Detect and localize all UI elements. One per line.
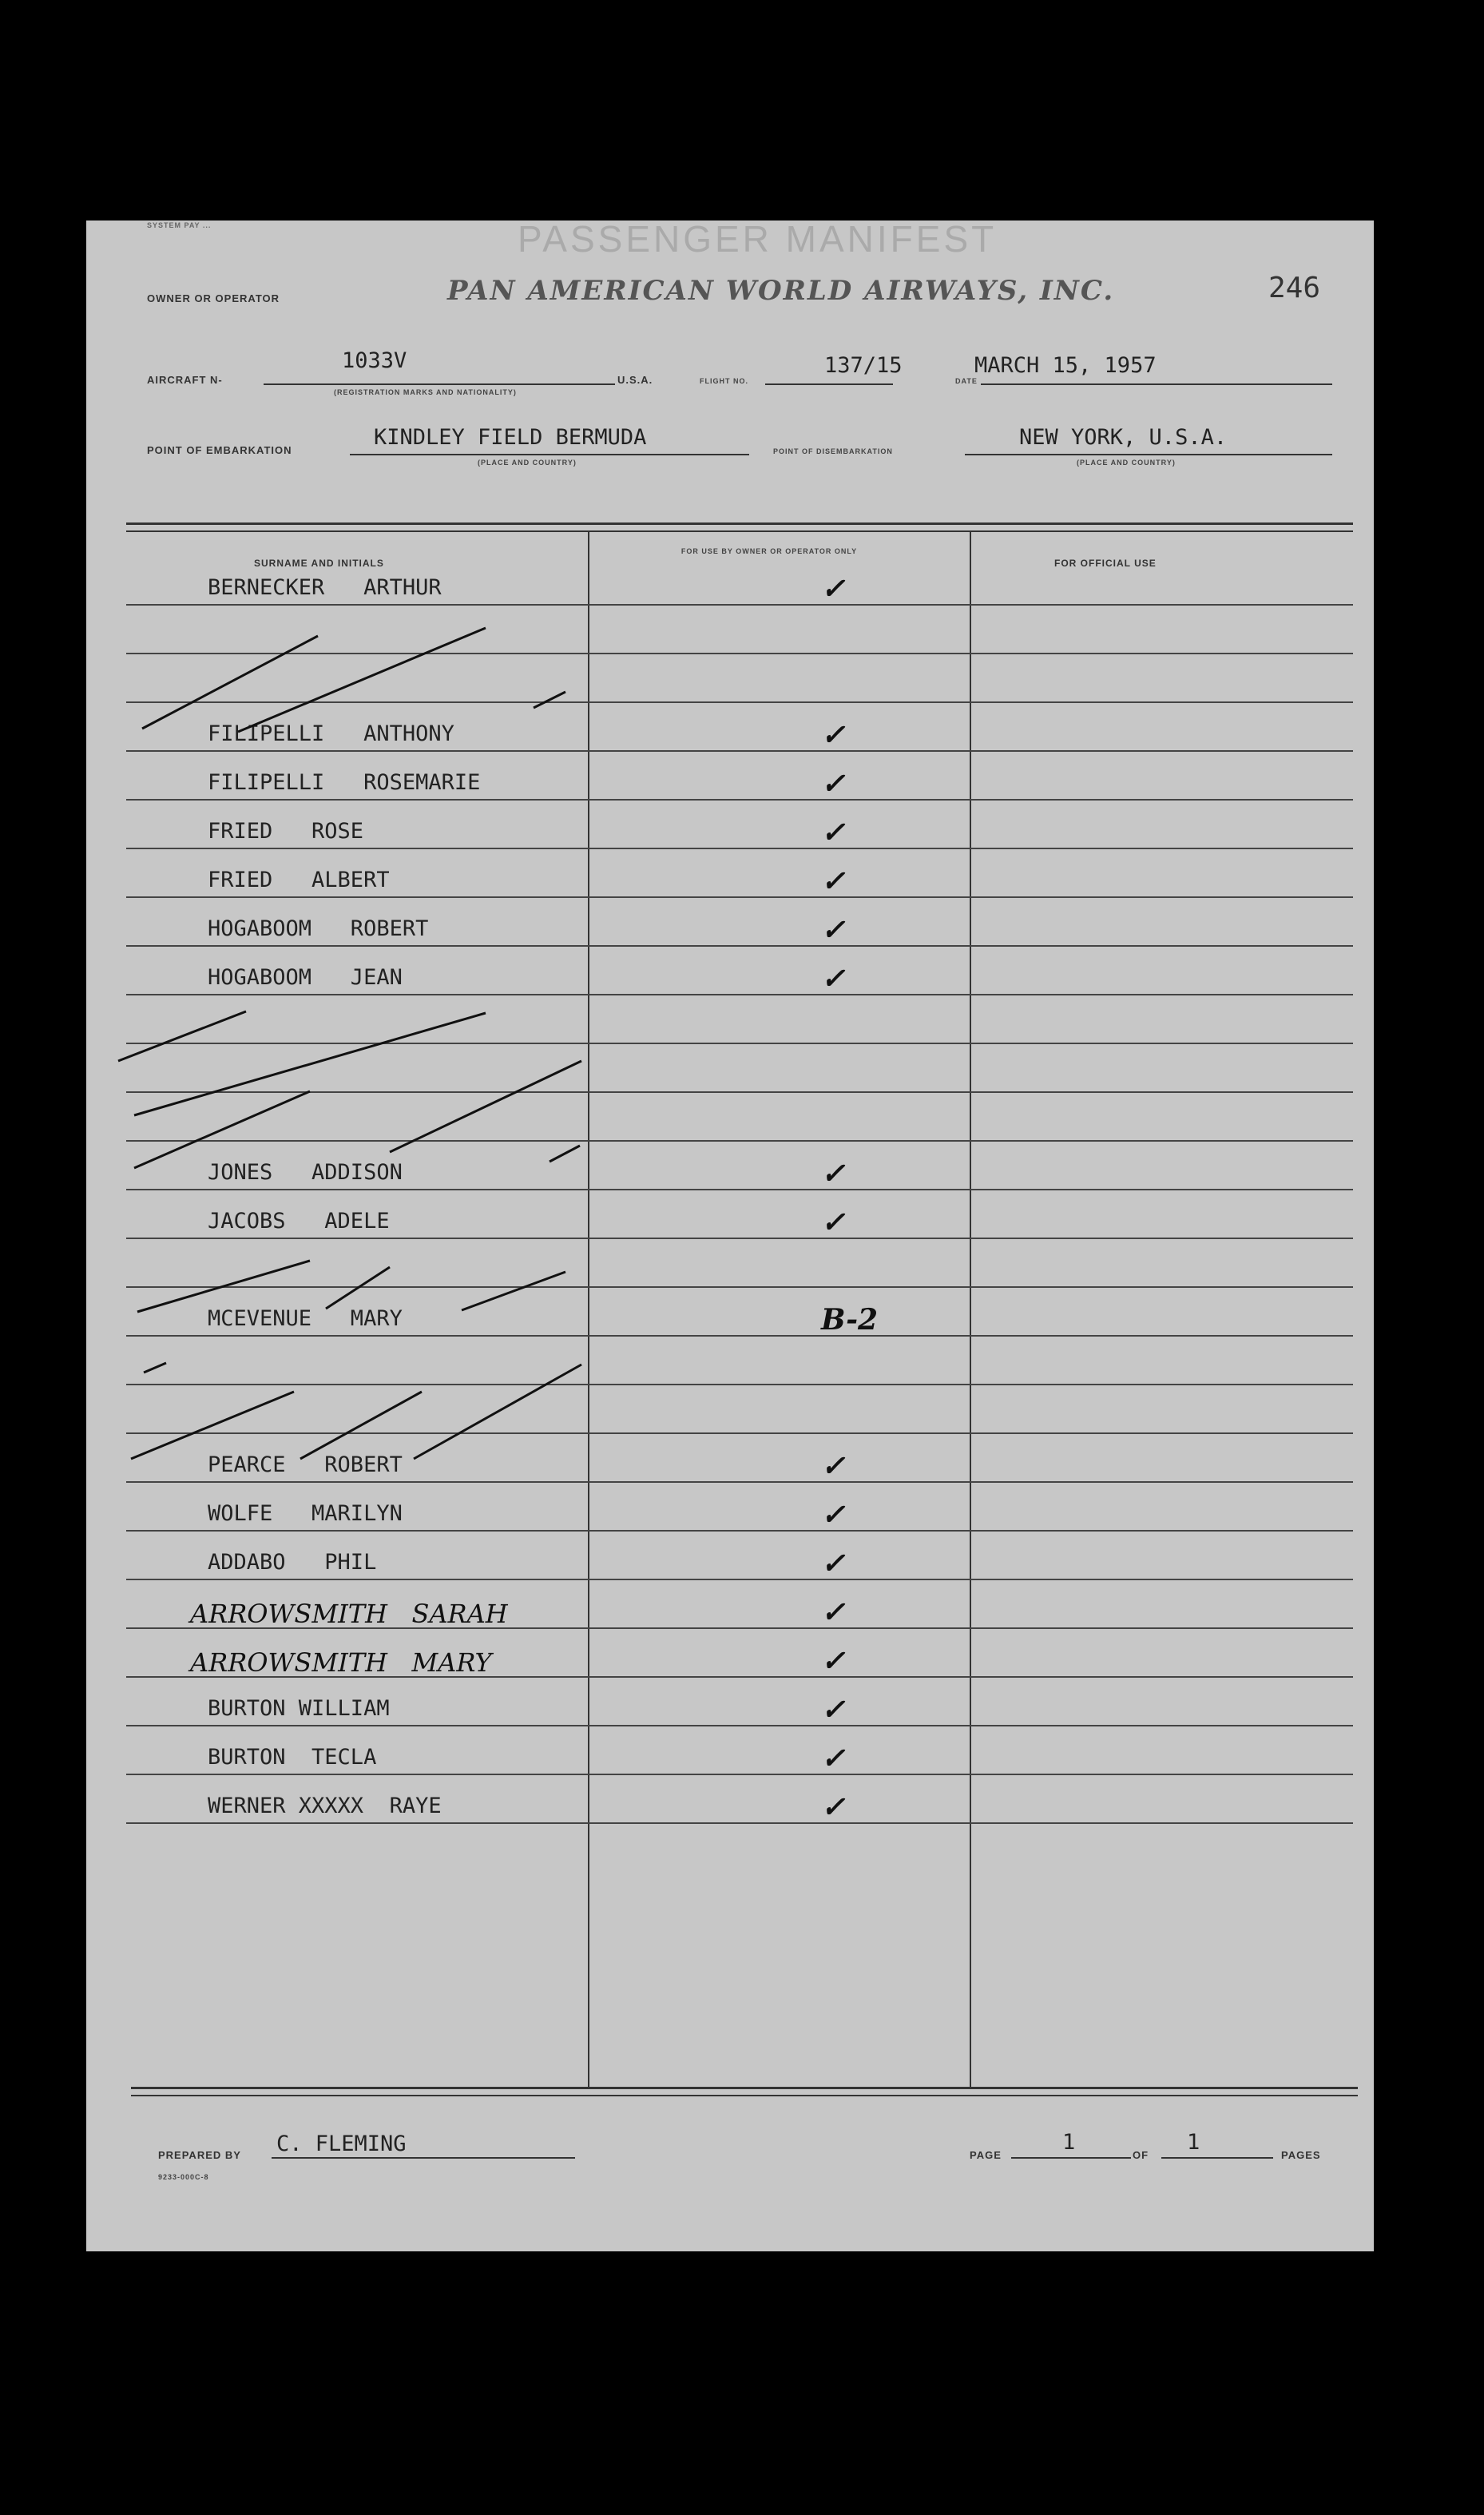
strike-line	[134, 1013, 486, 1115]
check-mark: B-2	[821, 1303, 879, 1337]
page-label: PAGE	[970, 2149, 1002, 2161]
strike-line	[326, 1267, 390, 1309]
strike-line	[550, 1146, 580, 1162]
check-mark: ✓	[821, 767, 846, 801]
passenger-name: HOGABOOM ROBERT	[208, 916, 429, 941]
of-label: OF	[1133, 2149, 1149, 2161]
col-owner-use: FOR USE BY OWNER OR OPERATOR ONLY	[680, 547, 858, 555]
col-official-use: FOR OFFICIAL USE	[1054, 558, 1157, 569]
form-number: 9233-000C-8	[158, 2173, 209, 2181]
owner-name: PAN AMERICAN WORLD AIRWAYS, INC.	[447, 275, 1115, 307]
embark-label: POINT OF EMBARKATION	[147, 444, 292, 456]
page-number: 246	[1268, 272, 1321, 304]
prepared-by: C. FLEMING	[276, 2132, 407, 2156]
strike-line	[134, 1091, 310, 1168]
pages-label: PAGES	[1281, 2149, 1321, 2161]
embark-place: KINDLEY FIELD BERMUDA	[374, 425, 647, 450]
passenger-name: FILIPELLI ANTHONY	[208, 721, 454, 746]
strike-line	[131, 1392, 294, 1459]
passenger-name: MCEVENUE MARY	[208, 1306, 403, 1331]
check-mark: ✓	[821, 816, 846, 849]
check-mark: ✓	[821, 913, 846, 947]
passenger-name: ADDABO PHIL	[208, 1550, 377, 1575]
passenger-name: FRIED ALBERT	[208, 868, 390, 892]
strike-line	[390, 1061, 581, 1152]
check-mark: ✓	[821, 1693, 846, 1726]
passenger-name: PEARCE ROBERT	[208, 1452, 403, 1477]
check-mark: ✓	[821, 1644, 846, 1678]
strike-line	[534, 692, 565, 708]
strike-line	[238, 628, 486, 732]
disembark-label: POINT OF DISEMBARKATION	[773, 447, 893, 455]
ghost-title: PASSENGER MANIFEST	[518, 218, 998, 260]
passenger-name: HOGABOOM JEAN	[208, 965, 403, 990]
disembark-place: NEW YORK, U.S.A.	[1019, 425, 1228, 450]
aircraft-sub: (REGISTRATION MARKS AND NATIONALITY)	[334, 388, 517, 396]
passenger-name: BERNECKER ARTHUR	[208, 575, 442, 600]
passenger-name: WOLFE MARILYN	[208, 1501, 403, 1526]
check-mark: ✓	[821, 962, 846, 995]
passenger-name: ARROWSMITH SARAH	[190, 1599, 508, 1629]
passenger-name: BURTON TECLA	[208, 1745, 377, 1770]
strike-line	[142, 636, 318, 729]
passenger-name: ARROWSMITH MARY	[190, 1647, 492, 1678]
disembark-sub: (PLACE AND COUNTRY)	[1077, 459, 1176, 467]
prepared-label: PREPARED BY	[158, 2149, 241, 2161]
strike-line	[118, 1011, 246, 1061]
check-mark: ✓	[821, 1206, 846, 1239]
strike-line	[462, 1272, 565, 1310]
check-mark: ✓	[821, 1547, 846, 1580]
passenger-name: JONES ADDISON	[208, 1160, 403, 1185]
check-mark: ✓	[821, 572, 846, 606]
passenger-name: FILIPELLI ROSEMARIE	[208, 770, 481, 795]
corner-stamp: SYSTEM PAY ...	[147, 221, 212, 229]
of-value: 1	[1187, 2130, 1200, 2155]
manifest-sheet	[86, 218, 1374, 2251]
strike-line	[414, 1365, 581, 1459]
check-mark: ✓	[821, 1449, 846, 1483]
passenger-name: WERNER XXXXX RAYE	[208, 1794, 442, 1818]
usa-label: U.S.A.	[617, 374, 653, 386]
check-mark: ✓	[821, 1157, 846, 1190]
passenger-name: FRIED ROSE	[208, 819, 364, 844]
strike-line	[300, 1392, 422, 1459]
embark-sub: (PLACE AND COUNTRY)	[478, 459, 577, 467]
passenger-name: JACOBS ADELE	[208, 1209, 390, 1234]
check-mark: ✓	[821, 718, 846, 752]
flight-label: FLIGHT NO.	[700, 377, 748, 385]
check-mark: ✓	[821, 1790, 846, 1824]
owner-label: OWNER OR OPERATOR	[147, 292, 280, 304]
col-surname: SURNAME AND INITIALS	[254, 558, 384, 569]
page-value: 1	[1062, 2130, 1076, 2155]
check-mark: ✓	[821, 1498, 846, 1532]
date-label: DATE	[955, 377, 978, 385]
flight-date: MARCH 15, 1957	[974, 353, 1157, 378]
strike-marks	[86, 221, 1374, 2251]
check-mark: ✓	[821, 1595, 846, 1629]
check-mark: ✓	[821, 864, 846, 898]
strike-line	[137, 1261, 310, 1312]
aircraft-number: 1033V	[342, 348, 407, 373]
check-mark: ✓	[821, 1742, 846, 1775]
aircraft-label: AIRCRAFT N-	[147, 374, 223, 386]
passenger-name: BURTON WILLIAM	[208, 1696, 390, 1721]
strike-line	[144, 1363, 166, 1373]
flight-number: 137/15	[824, 353, 903, 378]
